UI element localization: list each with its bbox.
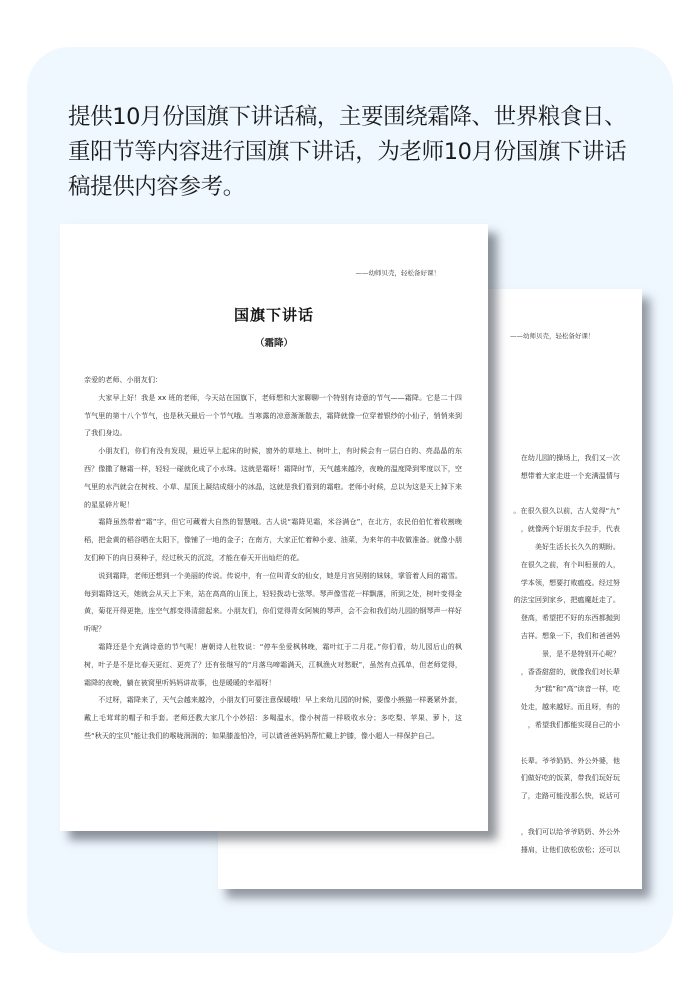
back-page-line: ，我们可以给爷爷奶奶、外公外	[520, 826, 620, 836]
paragraph: 不过呀，霜降来了，天气会越来越冷，小朋友们可要注意保暖哦！早上来幼儿园的时候，要像小熊猫一样裹紧外套，戴上毛茸茸的帽子和手套。老师还教大家几个小妙招：多喝温水，像小树苗一样吸收水分；多吃梨、苹果、萝卜，这些“秋天的宝贝”能让我们的喉咙润润的；如果膝盖怕冷，可以请爸爸妈妈帮忙戴上护膝，像小超人一样保护自己。	[84, 695, 462, 740]
back-page-line: ，就像两个好朋友手拉手，代表	[520, 524, 620, 534]
back-page-line: 的法宝回到家乡，把瘟魔赶走了。	[513, 595, 620, 605]
headline-description: 提供10月份国旗下讲话稿，主要围绕霜降、世界粮食日、重阳节等内容进行国旗下讲话，为老师10月份国旗下讲话稿提供内容参考。	[68, 104, 627, 200]
back-page-line: 们做好吃的饭菜，带我们玩好玩	[520, 773, 620, 783]
document-title: 国旗下讲话	[233, 306, 314, 324]
paragraph: 霜降还是个充满诗意的节气呢！唐朝诗人杜牧说：“停车坐爱枫林晚，霜叶红于二月花。”你们看，幼儿园后山的枫树，叶子是不是比春天更红、更亮了？还有张继写的“月落乌啼霜满天，江枫渔火对愁眠”，虽然有点孤单，但老师觉得，霜降的夜晚，躺在被窝里听妈妈讲故事，也是暖暖的幸福呀！	[84, 641, 462, 687]
back-page-line: 为“糕”和“高”读音一样，吃	[534, 684, 620, 694]
paragraph: 说到霜降，老师还想到一个美丽的传说。传说中，有一位叫青女的仙女，她是月宫吴刚的妹妹，掌管着人间的霜雪。每到霜降这天，她就会从天上下来，站在高高的山顶上，轻轻拨动七弦琴。琴声像雪花一样飘落，所到之处，树叶变得金黄，菊花开得更艳，连空气都变得清甜起来。小朋友们，你们觉得青女阿姨的琴声，会不会和我们幼儿园的钢琴声一样好听呢？	[84, 570, 462, 634]
back-page-line: 美好生活长长久久的期盼。	[534, 541, 620, 551]
back-page-line: 在幼儿园的操场上，我们又一次	[520, 453, 620, 462]
salutation: 亲爱的老师、小朋友们：	[84, 375, 163, 384]
back-page-line: 了，走路可能没那么快，说话可	[520, 791, 620, 801]
back-page-line: 长辈。爷爷奶奶、外公外婆，他	[520, 755, 620, 765]
back-page-line: 吉祥。想象一下，我们和爸爸妈	[520, 630, 620, 640]
back-page-line: 处走，越来越好。而且呀，有的	[520, 702, 620, 712]
back-page-line: ，希望我们都能实现自己的小	[527, 719, 620, 729]
back-page-line: 景，是不是特别开心呢？	[541, 648, 620, 658]
paragraph: 霜降虽然带着“霜”字，但它可藏着大自然的智慧哦。古人说“霜降见霜，米谷满仓”，在北方，农民伯伯忙着收割晚稻，把金黄的稻谷晒在太阳下，像铺了一地的金子；在南方，大家正忙着种小麦、油菜，为来年的丰收做准备。就像小朋友们种下的向日葵种子，经过秋天的沉淀，才能在春天开出灿烂的花。	[84, 517, 462, 562]
page-slogan: ——幼师贝壳，轻松备好课！	[355, 269, 440, 277]
back-page-line: 想带着大家走进一个充满温情与	[520, 470, 620, 480]
document-body	[84, 371, 462, 745]
document-subtitle: （霜降）	[254, 338, 293, 349]
back-page-line: 。在很久很久以前，古人觉得“九”	[513, 506, 620, 516]
page-slogan: ——幼师贝壳，轻松备好课！	[510, 332, 595, 340]
back-page-line: 在很久之前，有个叫桓景的人，	[520, 559, 620, 569]
back-page-line: 登高，希望把不好的东西都抛到	[520, 613, 620, 623]
back-page-line: 捶肩，让他们放松放松；还可以	[520, 844, 620, 854]
paragraph: 大家早上好！我是 xx 班的老师，今天站在国旗下，老师想和大家聊聊一个特别有诗意的节气——霜降。它是二十四节气里的第十八个节气，也是秋天最后一个节气哦。当寒露的凉意渐渐散去，霜降就像一位穿着银纱的小仙子，悄悄来到了我们身边。	[84, 392, 462, 438]
back-page-line: ，香香甜甜的，就像我们对长辈	[520, 666, 620, 676]
back-page-line: 学本领，想要打败瘟疫。经过努	[520, 577, 620, 587]
document-page-front	[60, 224, 488, 831]
paragraph: 小朋友们，你们有没有发现，最近早上起床的时候，窗外的草地上、树叶上，有时候会有一层白白的、亮晶晶的东西？像撒了糖霜一样，轻轻一碰就化成了小水珠。这就是霜呀！霜降时节，天气越来越冷，夜晚的温度降到零度以下，空气里的水汽就会在树枝、小草、屋顶上凝结成细小的冰晶，这就是我们看到的霜啦。老师小时候，总以为这是天上掉下来的星星碎片呢！	[84, 446, 462, 509]
